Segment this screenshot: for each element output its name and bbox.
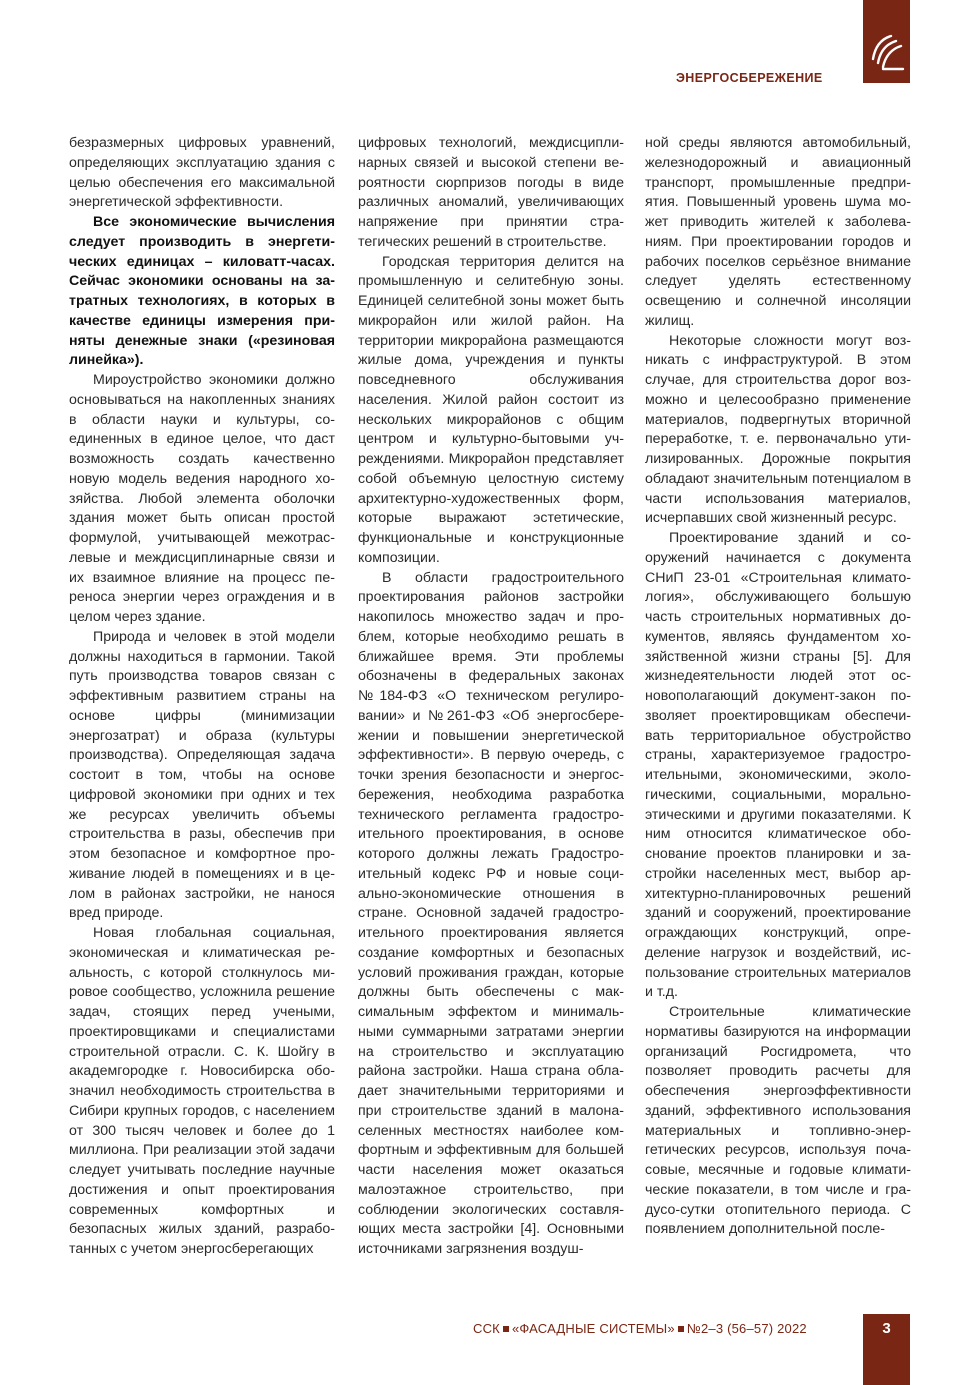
text-column-2: [358, 134, 624, 1260]
square-bullet-icon: [503, 1326, 509, 1332]
paragraph: В области градостроительного проектирования районов застройки накопилось множество задач и проблем, которые необходимо решать в ближайшее время. Эти проблемы обозначены в федеральных законах №184-ФЗ «О техническом регулировании» и №261-ФЗ «Об энергосбережении и повышении энергетической эффективности». В первую очередь, с точки зрения безопасности и энергосбережения, необходима разработка технического регламента градостроительного проектирования, в основе которого должны лежать Градостроительный кодекс РФ и новые социально-экономические отношения в стране. Основной задачей градостроительного проектирования является создание комфортных и безопасных условий проживания граждан, которые должны быть обеспечены с максимальным эффектом и минимальными суммарными затратами энергии на строительство и эксплуатацию района застройки. Наша страна обладает значительными территориями и при строительстве зданий в малонаселенных местностях наиболее комфортным и эффективным для большей части населения может оказаться малоэтажное строительство, при соблюдении экологических составляющих места застройки [4]. Основными источниками загрязнения воздуш-: [358, 569, 624, 1257]
paragraph: цифровых технологий, междисциплинарных связей и высокой степени вероятности сюрпризов погоды в виде различных аномалий, увеличивающих напряжение при принятии стратегических решений в строительстве.: [358, 135, 624, 250]
footer-issue: №2–3 (56–57) 2022: [686, 1321, 807, 1336]
paragraph: Природа и человек в этой модели должны находиться в гармонии. Такой путь производства товаров связан с эффективным развитием страны на основе цифры (минимизации энергозатрат) и образа (культуры производства). Определяющая задача состоит в том, чтобы на основе цифровой экономики при одних и тех же ресурсах увеличить объемы строительства в разы, обеспечив при этом безопасное и комфортное проживание людей в помещениях и в целом в районах застройки, не нанося вред природе.: [69, 628, 335, 922]
paragraph: Новая глобальная социальная, экономическая и климатическая реальность, с которой столкнулось мировое сообщество, усложнила решение задач, стоящих перед учеными, проектировщиками и специалистами строительной отрасли. С. К. Шойгу в академгородке г. Новосибирска обозначил необходимость строительства в Сибири крупных городов, с населением от 300 тысяч человек и более до 1 миллиона. При реализации этой задачи следует учитывать последние научные достижения и опыт проектирования современных комфортных и безопасных жилых зданий, разработанных с учетом энергосберегающих: [69, 925, 335, 1257]
square-bullet-icon: [678, 1326, 684, 1332]
paragraph: Мироустройство экономики должно основываться на накопленных знаниях в области науки и культуры, соединенных в единое целое, что даст возможность создать качественно новую модель ведения народного хозяйства. Любой элемента оболочки здания может быть описан простой формулой, учитывающей межотраслевые и междисциплинарные связи и их взаимное влияние на процесс переноса энергии через ограждения и в целом через здание.: [69, 372, 335, 625]
footer-credits: [473, 1321, 807, 1336]
page-number: 3: [882, 1320, 891, 1337]
paragraph: Некоторые сложности могут возникать с инфраструктурой. В этом случае, для строительства дорог возможно и целесообразно применение материалов, подвергнутых вторичной переработке, т. е. первоначально утилизированных. Дорожные покрытия обладают значительным потенциалом в части использования материалов, исчерпавших свой жизненный ресурс.: [645, 332, 911, 527]
text-column-1: [69, 134, 335, 1260]
section-tab: [863, 0, 910, 83]
text-column-3: [645, 134, 911, 1240]
section-label: ЭНЕРГОСБЕРЕЖЕНИЕ: [676, 71, 823, 85]
paragraph-bold: Все экономические вычисления следует производить в энергетических единицах – киловатт-часах. Сейчас экономики основаны на затратных технологиях, в которых в качестве единицы измерения приняты денежные знаки («резиновая линейка»).: [69, 214, 335, 369]
page-number-tab: [863, 1314, 910, 1385]
footer-publisher: ССК: [473, 1321, 500, 1336]
paragraph: Проектирование зданий и сооружений начинается с документа СНиП 23-01 «Строительная климатология», обслуживающего большую часть строительных нормативных документов, являясь фундаментом хозяйственной жизни страны [5]. Для жизнедеятельности людей этот основополагающий документ-закон позволяет проектировщикам обеспечивать территориальное обустройство страны, характеризуемое градостроительными, экономическими, экологическими, социальными, морально-этическими и другими показателями. К ним относится климатическое обоснование проектов планировки и застройки населенных мест, выбор архитектурно-планировочных решений зданий и сооружений, проектирование ограждающих конструкций, определение нагрузок и воздействий, использование строительных материалов и т.д.: [645, 530, 911, 1001]
footer-journal: «ФАСАДНЫЕ СИСТЕМЫ»: [511, 1321, 675, 1336]
paragraph: Городская территория делится на промышленную и селитебную зоны. Единицей селитебной зоны может быть микрорайон или жилой район. На территории микрорайона размещаются жилые дома, учреждения и пункты повседневного обслуживания населения. Жилой район состоит из нескольких микрорайонов с общим центром и культурно-бытовыми учреждениями. Микрорайон представляет собой объемную целостную систему архитектурно-художественных форм, которые выражают эстетические, функциональные и конструкционные композиции.: [358, 253, 624, 566]
paragraph: безразмерных цифровых уравнений, определяющих эксплуатацию здания с целью обеспечения его максимальной энергетической эффективности.: [69, 135, 335, 211]
paragraph: ной среды являются автомобильный, железнодорожный и авиационный транспорт, промышленные предприятия. Повышенный уровень шума может приводить жителей к заболеваниям. При проектировании городов и рабочих поселков серьёзное внимание следует уделять естественному освещению и солнечной инсоляции жилищ.: [645, 135, 911, 329]
ssk-logo-icon: [869, 33, 905, 73]
paragraph: Строительные климатические нормативы базируются на информации организаций Росгидромета, что позволяет проводить расчеты для обеспечения энергоэффективности зданий, эффективного использования материальных и топливно-энергетических ресурсов, используя почасовые, месячные и годовые климатические показатели, в том числе и градусо-сутки отопительного периода. С появлением дополнительной после-: [645, 1004, 911, 1238]
